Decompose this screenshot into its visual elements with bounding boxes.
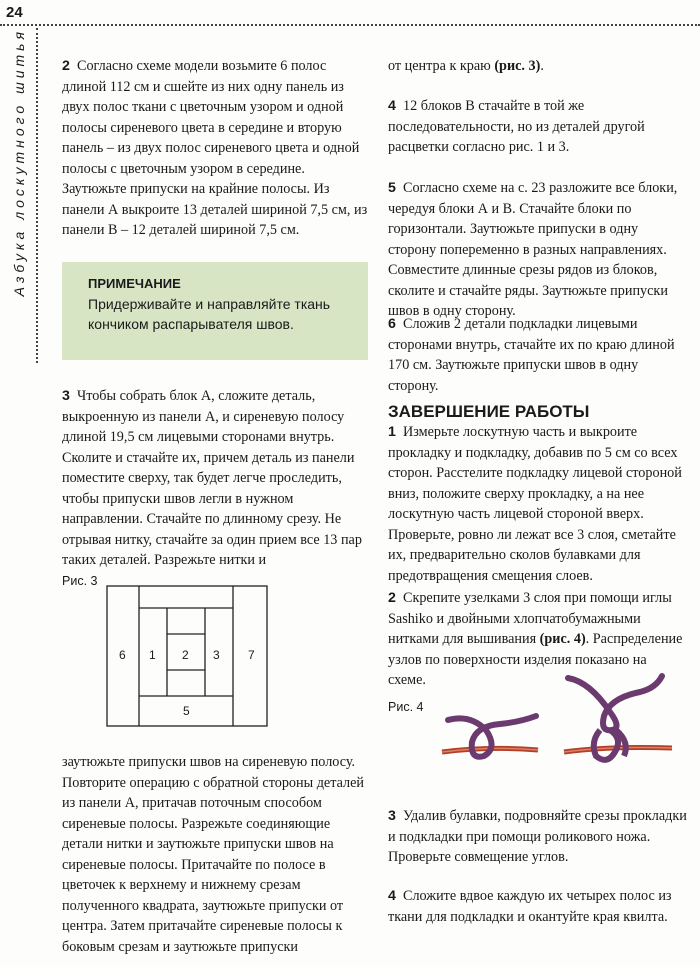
- step-text: 12 блоков В стачайте в той же последовательности, но из деталей другой расцветки согласно рис. 1 и 3.: [388, 98, 645, 155]
- figure-3-reference: (рис. 3): [494, 58, 541, 74]
- step-text: Сложив 2 детали подкладки лицевыми сторонами внутрь, стачайте их по краю длиной 170 см. Заутюжьте припуски швов в одну сторону.: [388, 316, 675, 394]
- finish-step-4-paragraph: [388, 886, 688, 927]
- step-2-paragraph: [62, 56, 372, 241]
- step-number: 5: [388, 180, 396, 196]
- step-number: 2: [388, 590, 396, 606]
- log-cabin-block-diagram: [105, 584, 305, 729]
- step-3-continuation: заутюжьте припуски швов на сиреневую полосу. Повторите операцию с обратной стороны деталей из панели А, притачав поточным способом сиреневые полосы. Разрежьте соединяющие детали нитки и заутюжьте припуски швов на сиреневые полосы. Притачайте по полосе в цветочек к верхнему и нижнему срезам полученного квадрата, заутюжьте припуски от центра. Затем притачайте сиреневые полосы к боковым срезам и заутюжьте припуски: [62, 754, 364, 955]
- step-text: Согласно схеме на с. 23 разложите все блоки, чередуя блоки А и В. Стачайте блоки по горизонтали. Заутюжьте припуски в одну сторону попеременно в разных направлениях. Совместите длинные срезы рядов из блоков, сколите и стачайте ряды. Заутюжьте припуски швов в одну сторону.: [388, 180, 678, 319]
- step-number: 4: [388, 888, 396, 904]
- figure-3-cell-5: 5: [183, 704, 190, 718]
- step-text: Согласно схеме модели возьмите 6 полос длиной 112 см и сшейте из них одну панель из двух полос ткани с цветочным узором и одной полосы сиреневого цвета в середине и вторую панель – из двух полос сиреневого цвета и одной полосы с цветочным узором в середине. Заутюжьте припуски на крайние полосы. Из панели А выкроите 13 деталей шириной 7,5 см, из панели В – 12 деталей шириной 7,5 см.: [62, 58, 368, 238]
- step-text: Сложите вдвое каждую их четырех полос из ткани для подкладки и окантуйте края квилта.: [388, 888, 672, 925]
- sidebar-dotted-rule: [36, 28, 38, 363]
- step-text-end: . Распределение узлов по поверхности изделия показано на схеме.: [388, 631, 683, 688]
- step-text: Удалив булавки, подровняйте срезы прокладки и подкладки при помощи роликового ножа. Проверьте совмещение углов.: [388, 808, 687, 865]
- header-dotted-rule: [0, 24, 700, 26]
- finish-step-1-paragraph: [388, 422, 688, 586]
- figure-3-cell-3: 3: [213, 648, 220, 662]
- step-5-paragraph: [388, 178, 688, 322]
- sidebar-title: Азбука лоскутного шитья: [11, 28, 27, 297]
- page-number: 24: [6, 4, 23, 21]
- figure-3-cell-7: 7: [248, 648, 255, 662]
- step-number: 4: [388, 98, 396, 114]
- note-text: Придерживайте и направляйте ткань кончиком распарывателя швов.: [88, 296, 331, 332]
- finish-step-3-paragraph: [388, 806, 688, 868]
- figure-4-reference: (рис. 4): [539, 631, 586, 647]
- knot-left: [442, 716, 538, 757]
- step-6-paragraph: [388, 314, 688, 396]
- knot-right: [564, 676, 672, 760]
- note-title: ПРИМЕЧАНИЕ: [88, 276, 181, 291]
- figure-3-cell-2: 2: [182, 648, 189, 662]
- figure-3-cell-6: 6: [119, 648, 126, 662]
- figure-3-cell-1: 1: [149, 648, 156, 662]
- figure-4-knot-illustration: [440, 668, 680, 768]
- step-text: Чтобы собрать блок А, сложите деталь, выкроенную из панели А, и сиреневую полосу длиной 19,5 см лицевыми сторонами внутрь. Сколите и стачайте их, причем деталь из панели поместите сверху, так будет легче проследить, чтобы припуски швов легли в нужном направлении. Стачайте по длинному срезу. Не отрывая нитку, стачайте за один прием все 13 пар таких деталей. Разрежьте нитки и: [62, 388, 362, 568]
- step-3-paragraph: [62, 386, 372, 571]
- step-text: Измерьте лоскутную часть и выкроите прокладку и подкладку, добавив по 5 см со всех сторон. Расстелите подкладку лицевой стороной вниз, положите сверху прокладку, а на нее лоскутную часть лицевой стороной вверх. Проверьте, ровно ли лежат все 3 слоя, сметайте их, предварительно сколов булавками для предотвращения смещения слоев.: [388, 424, 682, 584]
- step-text: Скрепите узелками 3 слоя при помощи иглы Sashiko и двойными хлопчатобумажными нитками для вышивания: [388, 590, 672, 647]
- section-heading: ЗАВЕРШЕНИЕ РАБОТЫ: [388, 402, 590, 421]
- step-number: 3: [62, 388, 70, 404]
- figure-4-label: Рис. 4: [388, 700, 424, 714]
- cont-text: от центра к краю: [388, 58, 491, 74]
- step-4-paragraph: [388, 96, 688, 158]
- step-number: 6: [388, 316, 396, 332]
- step-number: 3: [388, 808, 396, 824]
- step-number: 2: [62, 58, 70, 74]
- figure-3-diagram: [105, 584, 305, 729]
- figure-3-label: Рис. 3: [62, 574, 98, 588]
- step-3-end: от центра к краю (рис. 3).: [388, 58, 544, 74]
- step-number: 1: [388, 424, 396, 440]
